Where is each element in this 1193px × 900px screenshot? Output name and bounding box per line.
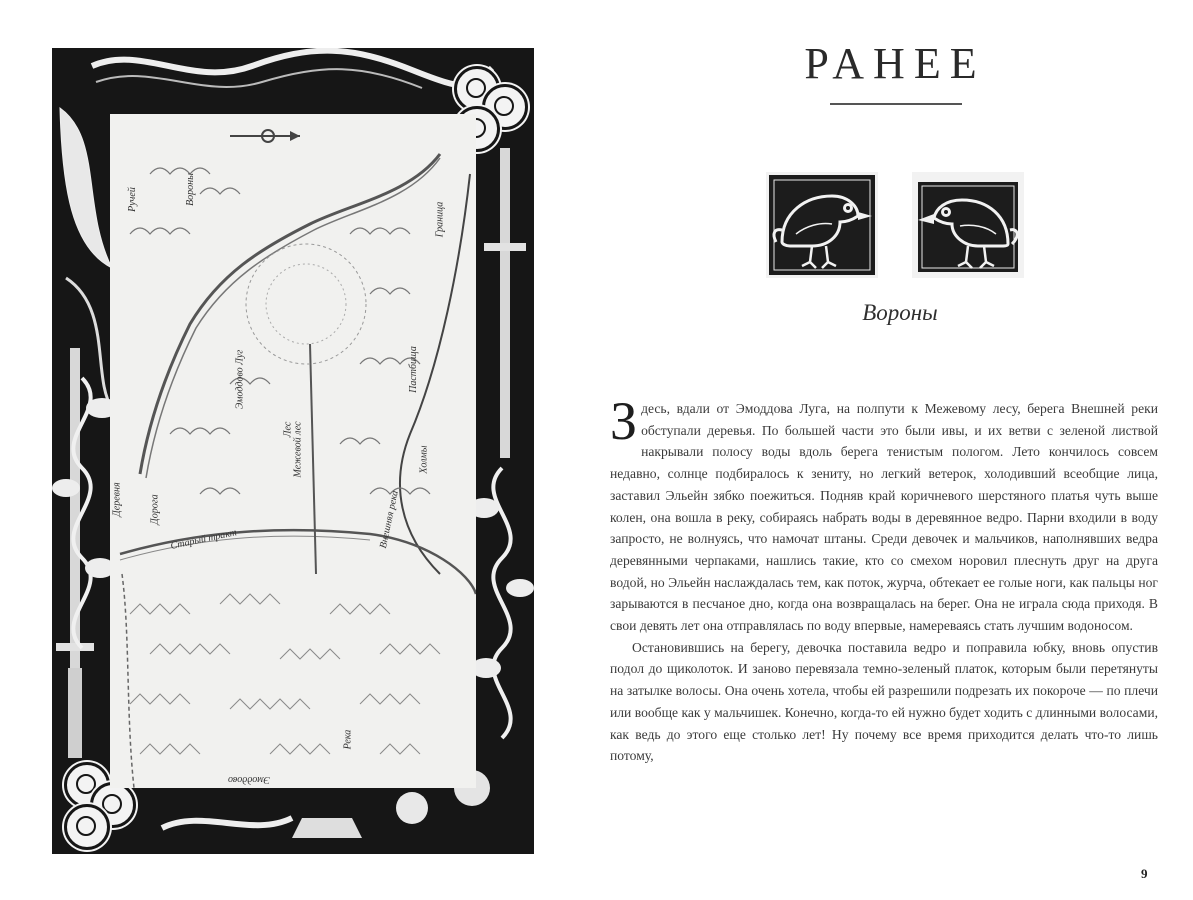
map-label: Граница bbox=[434, 201, 446, 238]
raven-icon bbox=[912, 172, 1024, 278]
raven-icon bbox=[766, 172, 878, 278]
map-label: Пастбища bbox=[407, 346, 419, 393]
map-parchment bbox=[110, 114, 476, 788]
map-label: Межевой лес bbox=[292, 421, 304, 478]
map-label: Внешняя река bbox=[377, 489, 401, 550]
paragraph bbox=[610, 391, 1158, 637]
map-label: Вороны bbox=[184, 173, 196, 206]
title-divider bbox=[830, 103, 962, 105]
map-label: Дорога bbox=[149, 494, 161, 525]
raven-emblem-left bbox=[766, 172, 878, 278]
drop-cap: З bbox=[610, 391, 638, 451]
emblem-caption: Вороны bbox=[862, 300, 938, 325]
ring-ornament bbox=[64, 804, 110, 850]
paragraph: Остановившись на берегу, девочка поставила ведро и поправила юбку, вновь опустив подол до щиколоток. И заново перевязала темно-зеленый платок, которым были перетянуты на затылке волосы. Она очень хотела, чтобы ей разрешили подрезать их покороче — по плечи или вообще как у мальчишек. Конечно, когда-то ей нужно будет ходить с длинными волосами, как ведь до этого еще столько лет! Ну почему все время приходится делать что-то лишь потому, bbox=[610, 639, 1158, 764]
chapter-title: РАНЕЕ bbox=[804, 39, 986, 88]
map-label: Ручей bbox=[126, 187, 138, 212]
map-illustration bbox=[52, 48, 534, 854]
map-label: Холмы bbox=[418, 445, 430, 474]
map-label: Лес bbox=[282, 421, 294, 438]
page-number: 9 bbox=[1141, 866, 1148, 881]
raven-emblem-right bbox=[912, 172, 1024, 278]
chapter-body-text bbox=[610, 391, 1158, 767]
paragraph-text: десь, вдали от Эмоддова Луга, на полпути к Межевому лесу, берега Внешней реки обступали деревья. По большей части это были ивы, и их ветви с зеленой листвой накрывали полосу воды вдоль берега тенистым пологом. Лето кончилось совсем недавно, солнце подбиралось к зениту, но легкий ветерок, холодивший всеобщие лица, заставил Эльейн зябко поежиться. Подняв край коричневого шерстяного платья чуть выше колен, она вошла в реку, собираясь набрать воды в деревянное ведро. Парни входили в воду запросто, не волнуясь, что намочат штаны. Среди девочек и мальчиков, наполнявших ведра деревянными черпаками, нашлись такие, кто со смехом норовил плеснуть друг на друга водой, но Эльейн наслаждалась тем, как поток, журча, обтекает ее голые ноги, как пальцы ног зарываются в песчаное дно, когда она возвращалась на берег. Она не играла сюда приходя. В свои девять лет она отправлялась по воду впервые, намереваясь стать лучшим водоносом. bbox=[610, 401, 1158, 634]
map-label: Эмоддово Луг bbox=[234, 349, 246, 410]
compass-icon bbox=[230, 130, 300, 142]
map-label: Эмоддово bbox=[228, 774, 270, 785]
map-label: Деревня bbox=[111, 482, 123, 517]
map-label: Река bbox=[342, 729, 354, 750]
map-label: Старый тракт bbox=[169, 527, 238, 552]
